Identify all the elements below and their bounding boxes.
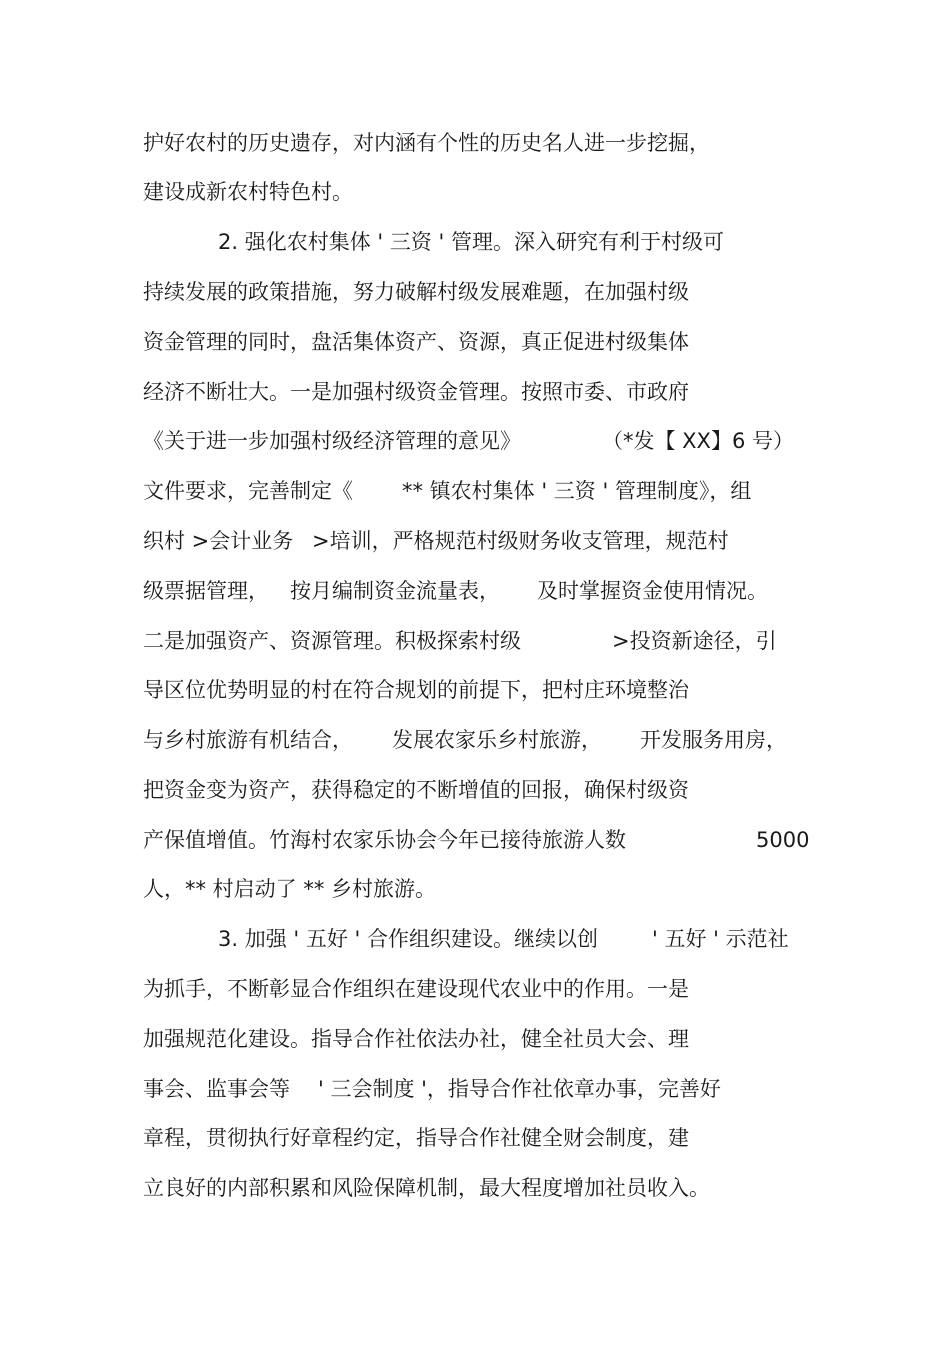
text-segment: 级票据管理，: [143, 579, 269, 603]
text-segment: 持续发展的政策措施，努力破解村级发展难题，在加强村级: [143, 280, 689, 304]
text-segment: 及时掌握资金使用情况。: [537, 579, 768, 603]
text-segment: 按月编制资金流量表，: [290, 579, 500, 603]
text-segment: 产保值增值。竹海村农家乐协会今年已接待旅游人数: [143, 828, 626, 852]
text-segment: 二是加强资产、资源管理。积极探索村级: [143, 629, 521, 653]
text-line: [0, 424, 950, 458]
text-segment: 加强规范化建设。指导合作社依法办社，健全社员大会、理: [143, 1027, 689, 1051]
text-line: [0, 275, 950, 309]
text-segment: 把资金变为资产，获得稳定的不断增值的回报，确保村级资: [143, 778, 689, 802]
text-segment: 资金管理的同时，盘活集体资产、资源，真正促进村级集体: [143, 330, 689, 354]
text-segment: 护好农村的历史遗存，对内涵有个性的历史名人进一步挖掘，: [143, 131, 710, 155]
text-line: [0, 673, 950, 707]
text-segment: 发展农家乐乡村旅游，: [392, 728, 602, 752]
text-segment: >投资新途径，引: [612, 629, 777, 653]
text-line: [0, 325, 950, 359]
text-line: [0, 474, 950, 508]
text-segment: ** 镇农村集体 ' 三资 ' 管理制度》，组: [402, 479, 752, 503]
text-segment: 经济不断壮大。一是加强村级资金管理。按照市委、市政府: [143, 380, 689, 404]
text-line: [0, 723, 950, 757]
text-line: [0, 823, 950, 857]
text-line: [0, 175, 950, 209]
text-segment: >培训，严格规范村级财务收支管理，规范村: [312, 529, 729, 553]
text-segment: 事会、监事会等: [143, 1077, 290, 1101]
text-line: [0, 1121, 950, 1155]
text-segment: ' 五好 ' 示范社: [652, 927, 789, 951]
text-segment: 文件要求，完善制定《: [143, 479, 353, 503]
text-segment: 立良好的内部积累和风险保障机制，最大程度增加社员收入。: [143, 1176, 710, 1200]
text-line: [0, 375, 950, 409]
text-line: [0, 126, 950, 160]
text-line: [0, 1171, 950, 1205]
text-segment: 导区位优势明显的村在符合规划的前提下，把村庄环境整治: [143, 678, 689, 702]
text-line: [0, 1022, 950, 1056]
text-segment: （*发【 XX】6 号）: [602, 429, 794, 453]
text-segment: ' 三会制度 '，指导合作社依章办事，完善好: [318, 1077, 721, 1101]
text-segment: 织村 >会计业务: [143, 529, 294, 553]
text-segment: 《关于进一步加强村级经济管理的意见》: [143, 429, 521, 453]
text-segment: 建设成新农村特色村。: [143, 180, 353, 204]
text-segment: 3. 加强 ' 五好 ' 合作组织建设。继续以创: [218, 927, 598, 951]
text-line: [0, 872, 950, 906]
text-segment: 5000: [756, 828, 810, 852]
text-line: [0, 574, 950, 608]
text-line: [0, 225, 950, 259]
text-segment: 2. 强化农村集体 ' 三资 ' 管理。深入研究有利于村级可: [218, 230, 724, 254]
text-segment: 章程，贯彻执行好章程约定，指导合作社健全财会制度，建: [143, 1126, 689, 1150]
text-line: [0, 524, 950, 558]
text-segment: 为抓手，不断彰显合作组织在建设现代农业中的作用。一是: [143, 977, 689, 1001]
text-line: [0, 1072, 950, 1106]
text-line: [0, 972, 950, 1006]
text-line: [0, 922, 950, 956]
text-segment: 人，** 村启动了 ** 乡村旅游。: [143, 877, 437, 901]
text-line: [0, 624, 950, 658]
text-segment: 开发服务用房，: [640, 728, 787, 752]
text-segment: 与乡村旅游有机结合，: [143, 728, 353, 752]
text-line: [0, 773, 950, 807]
